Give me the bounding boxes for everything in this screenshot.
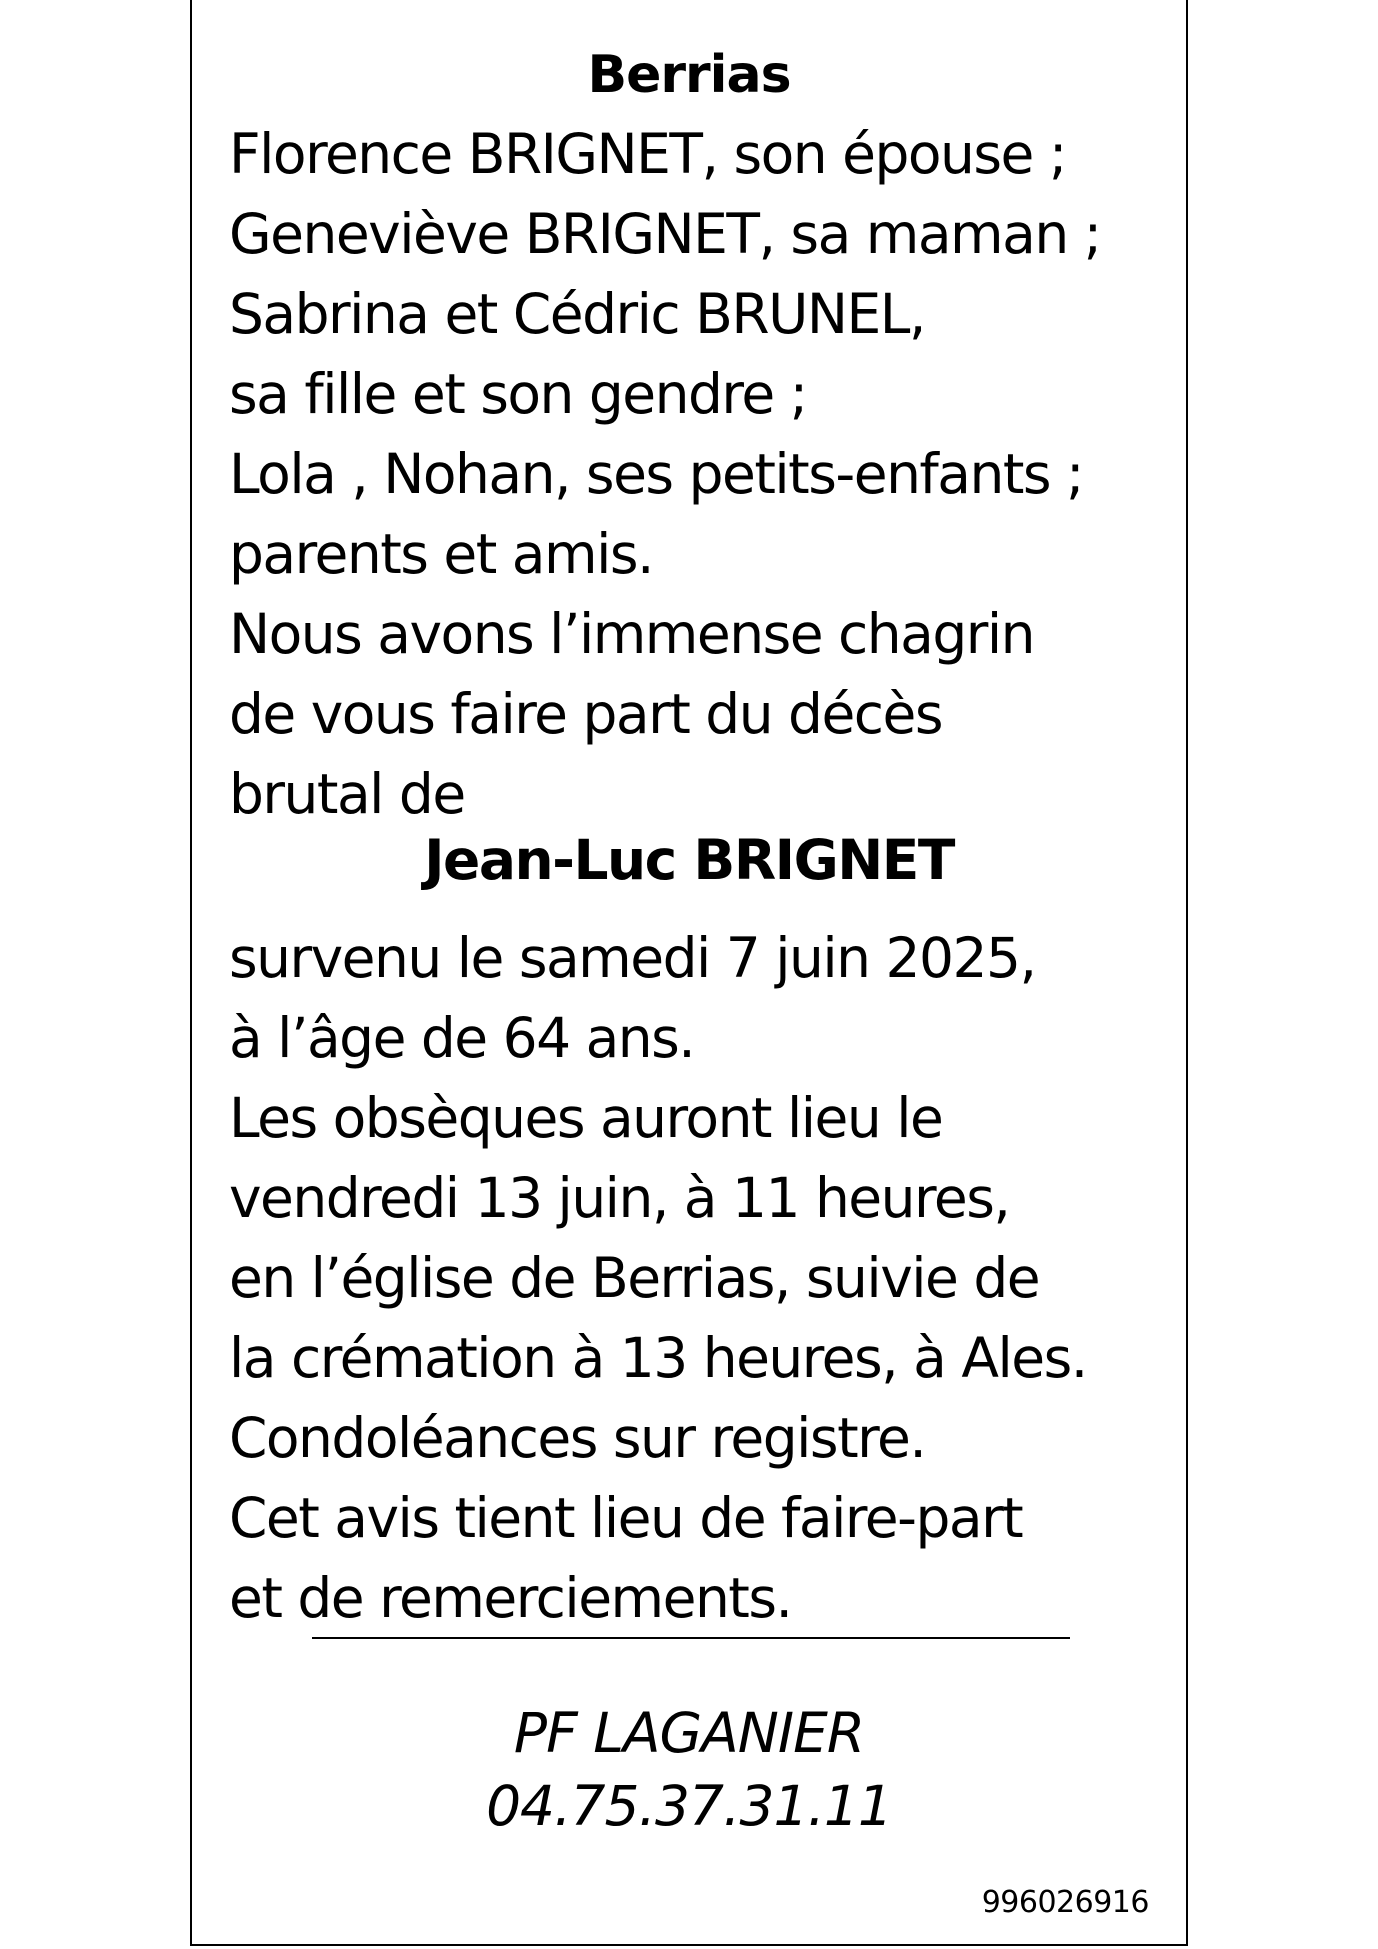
family-line: Nous avons l’immense chagrin bbox=[229, 602, 1035, 666]
family-line: sa fille et son gendre ; bbox=[229, 362, 807, 426]
detail-line: Condoléances sur registre. bbox=[229, 1406, 926, 1470]
family-line: Lola , Nohan, ses petits-enfants ; bbox=[229, 442, 1084, 506]
deceased-name: Jean-Luc BRIGNET bbox=[424, 828, 954, 892]
family-line: brutal de bbox=[229, 762, 465, 826]
obituary-notice bbox=[190, 0, 1188, 1946]
family-line: Florence BRIGNET, son épouse ; bbox=[229, 122, 1066, 186]
detail-line: Les obsèques auront lieu le bbox=[229, 1086, 943, 1150]
reference-number: 996026916 bbox=[981, 1885, 1149, 1920]
detail-line: la crémation à 13 heures, à Ales. bbox=[229, 1326, 1087, 1390]
detail-line: à l’âge de 64 ans. bbox=[229, 1006, 695, 1070]
funeral-details bbox=[229, 918, 1169, 1638]
detail-line: vendredi 13 juin, à 11 heures, bbox=[229, 1166, 1010, 1230]
family-line: parents et amis. bbox=[229, 522, 654, 586]
funeral-home-name: PF LAGANIER bbox=[513, 1701, 865, 1765]
section-divider bbox=[312, 1637, 1070, 1639]
family-line: de vous faire part du décès bbox=[229, 682, 943, 746]
funeral-home-phone: 04.75.37.31.11 bbox=[486, 1774, 892, 1838]
town-heading: Berrias bbox=[587, 45, 791, 105]
family-line: Geneviève BRIGNET, sa maman ; bbox=[229, 202, 1101, 266]
detail-line: en l’église de Berrias, suivie de bbox=[229, 1246, 1040, 1310]
detail-line: survenu le samedi 7 juin 2025, bbox=[229, 926, 1036, 990]
family-announcement bbox=[229, 114, 1169, 834]
detail-line: et de remerciements. bbox=[229, 1566, 792, 1630]
family-line: Sabrina et Cédric BRUNEL, bbox=[229, 282, 925, 346]
detail-line: Cet avis tient lieu de faire-part bbox=[229, 1486, 1023, 1550]
